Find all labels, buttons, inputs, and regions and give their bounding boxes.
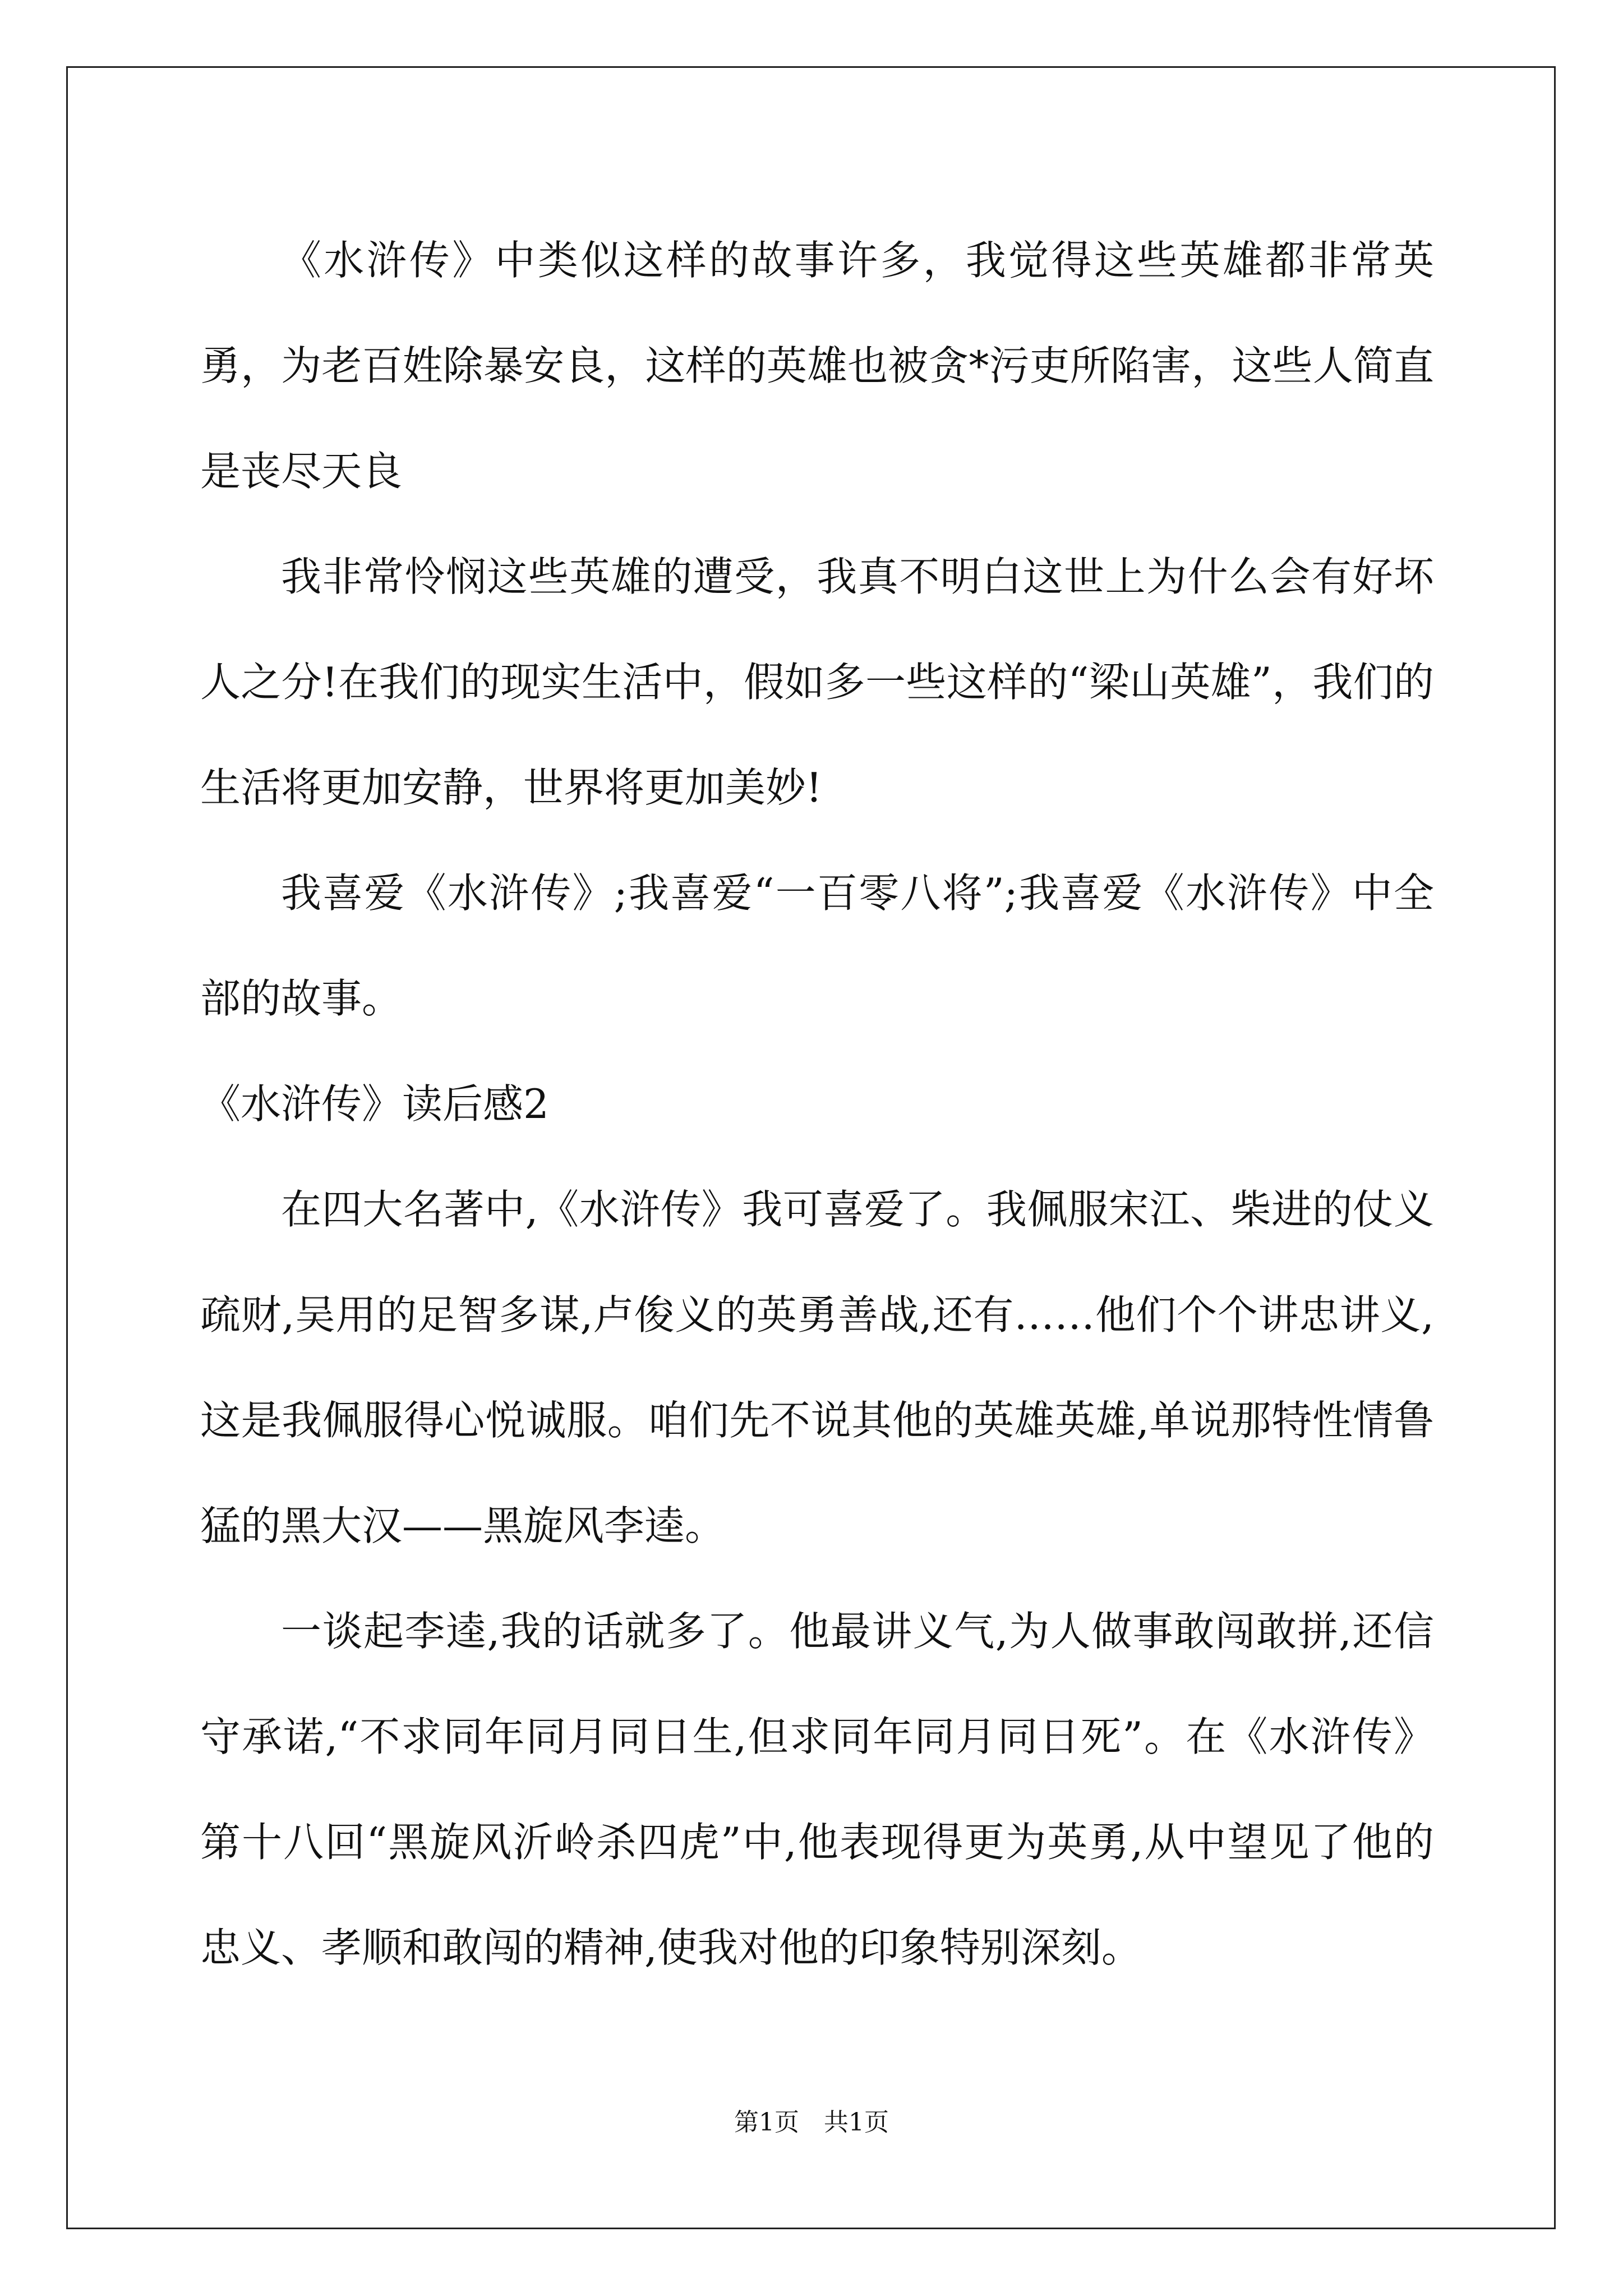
section-paragraph-1: 在四大名著中,《水浒传》我可喜爱了。我佩服宋江、柴进的仗义疏财,吴用的足智多谋,卢俊义的英勇善战,还有……他们个个讲忠讲义,这是我佩服得心悦诚服。咱们先不说其他的英雄英雄,单说那特性情鲁猛的黑大汉——黑旋风李逵。 [200,1186,1434,1549]
paragraph-2: 我非常怜悯这些英雄的遭受，我真不明白这世上为什么会有好坏人之分!在我们的现实生活中，假如多一些这样的“梁山英雄”，我们的生活将更加安静，世界将更加美妙! [200,553,1434,811]
paragraph-3: 我喜爱《水浒传》;我喜爱“一百零八将”;我喜爱《水浒传》中全部的故事。 [200,869,1434,1022]
document-body [200,208,1434,2000]
section-title: 《水浒传》读后感2 [200,1080,549,1128]
section-paragraph-2: 一谈起李逵,我的话就多了。他最讲义气,为人做事敢闯敢拼,还信守承诺,“不求同年同月同日生,但求同年同月同日死”。在《水浒传》第十八回“黑旋风沂岭杀四虎”中,他表现得更为英勇,从中望见了他的忠义、孝顺和敢闯的精神,使我对他的印象特别深刻。 [200,1608,1434,1971]
page-number-footer: 第1页 共1页 [734,2108,889,2137]
paragraph-1: 《水浒传》中类似这样的故事许多，我觉得这些英雄都非常英勇，为老百姓除暴安良，这样的英雄也被贪*污吏所陷害，这些人简直是丧尽天良 [200,237,1434,495]
